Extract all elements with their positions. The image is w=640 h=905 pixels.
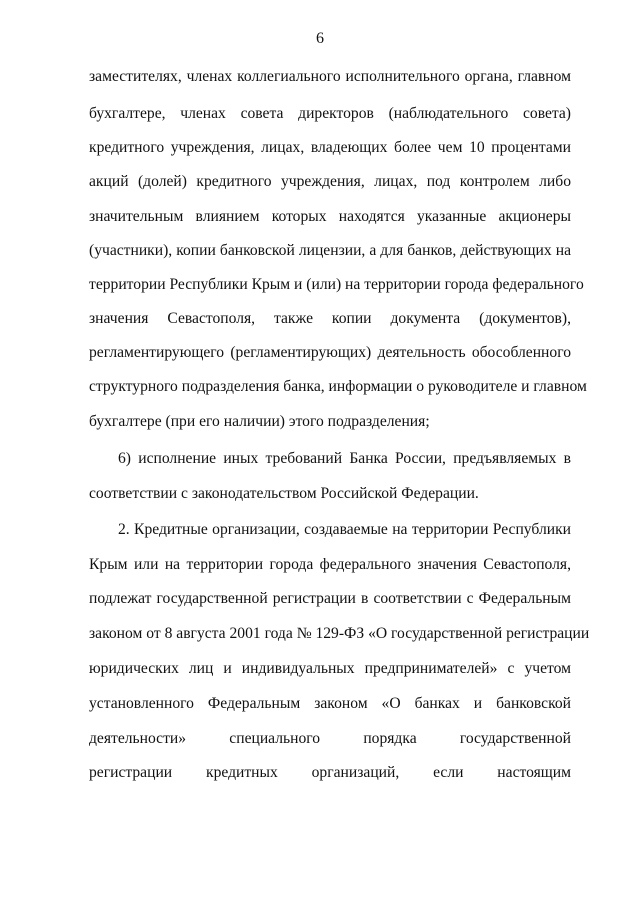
text-line: Крым или на территории города федерального значения Севастополя, — [89, 556, 571, 573]
text-line: акций (долей) кредитного учреждения, лицах, под контролем либо — [89, 173, 571, 190]
text-line: бухгалтере (при его наличии) этого подразделения; — [89, 413, 430, 430]
text-line: (участники), копии банковской лицензии, а для банков, действующих на — [89, 242, 571, 259]
text-line: установленного Федеральным законом «О банках и банковской — [89, 695, 571, 712]
paragraph-item-6: 6) исполнение иных требований Банка России, предъявляемых в — [118, 450, 571, 467]
text-line: законом от 8 августа 2001 года № 129-ФЗ «О государственной регистрации — [89, 625, 590, 642]
text-line: заместителях, членах коллегиального исполнительного органа, главном — [89, 68, 571, 85]
text-line: регламентирующего (регламентирующих) деятельность обособленного — [89, 344, 571, 361]
text-line: соответствии с законодательством Российской Федерации. — [89, 485, 479, 502]
page-number: 6 — [316, 30, 324, 47]
text-line: бухгалтере, членах совета директоров (наблюдательного совета) — [89, 105, 571, 122]
text-line: юридических лиц и индивидуальных предпринимателей» с учетом — [89, 660, 571, 677]
text-line: значения Севастополя, также копии документа (документов), — [89, 310, 571, 327]
text-line: подлежат государственной регистрации в соответствии с Федеральным — [89, 590, 571, 607]
text-line: кредитного учреждения, лицах, владеющих более чем 10 процентами — [89, 139, 571, 156]
text-line: территории Республики Крым и (или) на территории города федерального — [89, 276, 584, 293]
text-line: регистрации кредитных организаций, если настоящим — [89, 764, 571, 781]
text-line: значительным влиянием которых находятся указанные акционеры — [89, 208, 571, 225]
paragraph-2-start: 2. Кредитные организации, создаваемые на территории Республики — [118, 521, 571, 538]
text-line: структурного подразделения банка, информации о руководителе и главном — [89, 378, 587, 395]
text-line: деятельности» специального порядка государственной — [89, 730, 571, 747]
